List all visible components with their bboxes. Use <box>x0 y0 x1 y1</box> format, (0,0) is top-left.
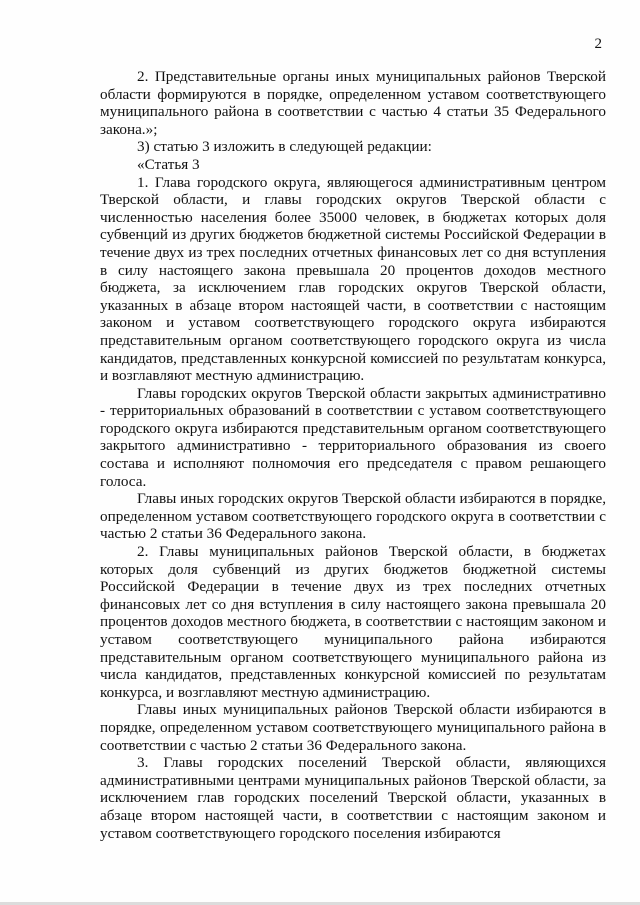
paragraph-3-2-municipal-district-heads: 2. Главы муниципальных районов Тверской области, в бюджетах которых доля субвенций из других бюджетов бюджетной системы Российской Федерации в течение двух из трех последних отчетных финансовых лет со дня вступления в силу настоящего закона превышала 20 процентов доходов местного бюджета, в соответствии с настоящим законом и уставом соответствующего муниципального района избираются представительным органом соответствующего муниципального района из числа кандидатов, представленных конкурсной комиссией по результатам конкурса, и возглавляют местную администрацию. <box>100 543 606 701</box>
article-3-heading: «Статья 3 <box>137 155 200 173</box>
paragraph-other-municipal-districts: Главы иных муниципальных районов Тверской области избираются в порядке, определенном уставом соответствующего муниципального района в соответствии с частью 2 статьи 36 Федерального закона. <box>100 701 606 754</box>
page-number: 2 <box>594 36 602 52</box>
paragraph-closed-territories: Главы городских округов Тверской области закрытых административно - территориальных образований в соответствии с уставом соответствующего городского округа избираются представительным органом соответствующего закрытого административно - территориального образования из своего состава и исполняют полномочия его председателя с правом решающего голоса. <box>100 384 606 490</box>
paragraph-article-3-amendment: 3) статью 3 изложить в следующей редакции: <box>137 138 432 156</box>
paragraph-3-3-urban-settlement-heads: 3. Главы городских поселений Тверской области, являющихся административными центрами муниципальных районов Тверской области, за исключением глав городских поселений Тверской области, указанных в абзаце втором настоящей части, в соответствии с настоящим законом и уставом соответствующего городского поселения избираются <box>100 754 606 842</box>
document-body <box>100 68 606 842</box>
paragraph-other-city-districts: Главы иных городских округов Тверской области избираются в порядке, определенном уставом соответствующего городского округа в соответствии с частью 2 статьи 36 Федерального закона. <box>100 490 606 543</box>
paragraph-3-1-city-district-heads: 1. Глава городского округа, являющегося административным центром Тверской области, и главы городских округов Тверской области с численностью населения более 35000 человек, в бюджетах которых доля субвенций из других бюджетов бюджетной системы Российской Федерации в течение двух из трех последних отчетных финансовых лет со дня вступления в силу настоящего закона превышала 20 процентов доходов местного бюджета, за исключением глав городских округов Тверской области, указанных в абзаце втором настоящей части, в соответствии с настоящим законом и уставом соответствующего городского округа избираются представительным органом соответствующего городского округа из числа кандидатов, представленных конкурсной комиссией по результатам конкурса, и возглавляют местную администрацию. <box>100 173 606 385</box>
paragraph-2-representative-bodies: 2. Представительные органы иных муниципальных районов Тверской области формируются в порядке, определенном уставом соответствующего муниципального района в соответствии с частью 4 статьи 35 Федерального закона.»; <box>100 68 606 138</box>
